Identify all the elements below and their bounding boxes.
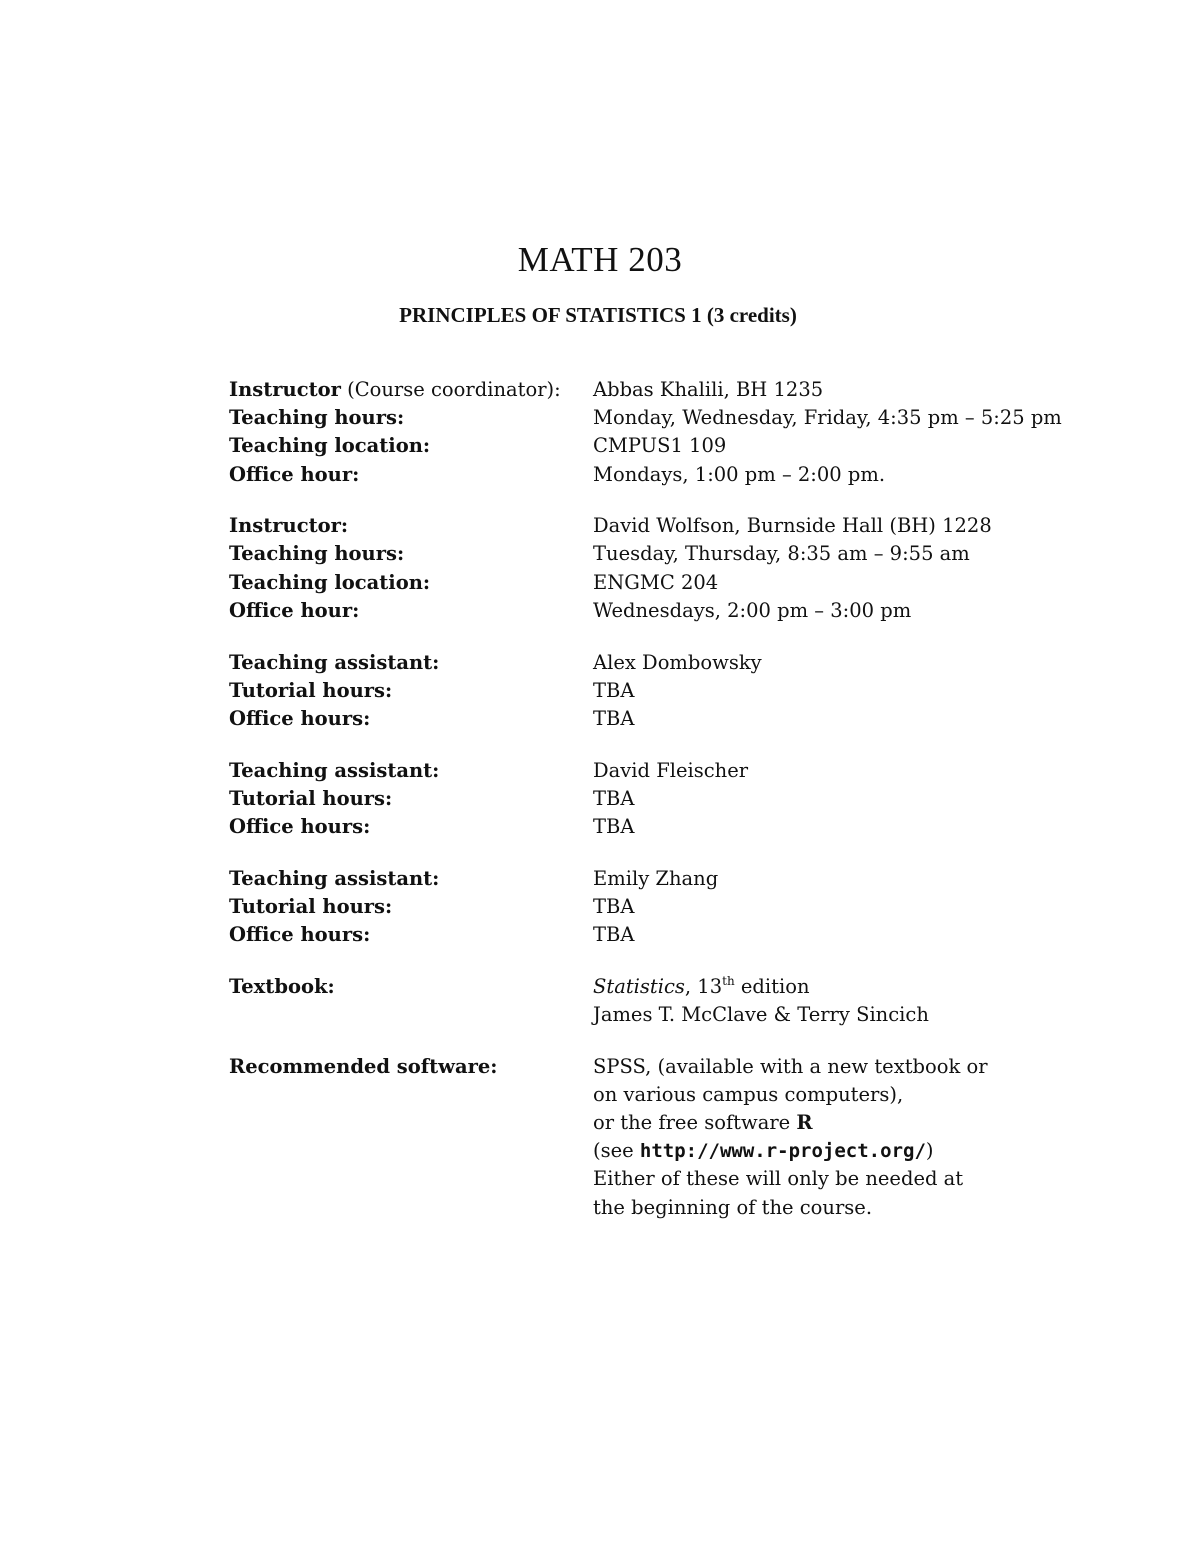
tutorial-hours-label: Tutorial hours: xyxy=(229,678,393,702)
tutorial-hours-value: TBA xyxy=(593,678,635,702)
office-hours-value: TBA xyxy=(593,706,635,730)
teaching-hours-label: Teaching hours: xyxy=(229,542,405,566)
office-hours-row xyxy=(229,705,1129,733)
instructor-block xyxy=(229,512,1129,625)
textbook-title-italic: Statistics xyxy=(593,974,685,998)
software-line: the beginning of the course. xyxy=(593,1195,873,1219)
textbook-authors-row xyxy=(229,1001,1129,1029)
teaching-location-row xyxy=(229,432,1129,460)
software-label: Recommended software: xyxy=(229,1054,498,1078)
teaching-hours-value: Monday, Wednesday, Friday, 4:35 pm – 5:25 pm xyxy=(593,406,1062,430)
tutorial-hours-label: Tutorial hours: xyxy=(229,894,393,918)
tutorial-hours-label: Tutorial hours: xyxy=(229,786,393,810)
instructor-name: David Wolfson, Burnside Hall (BH) 1228 xyxy=(593,514,992,538)
tutorial-hours-row xyxy=(229,677,1129,705)
office-hours-label: Office hours: xyxy=(229,814,371,838)
textbook-label: Textbook: xyxy=(229,974,335,998)
teaching-hours-row xyxy=(229,540,1129,568)
teaching-assistant-row xyxy=(229,865,1129,893)
course-info xyxy=(229,376,1129,1245)
software-line: or the free software R xyxy=(593,1110,813,1134)
office-hours-label: Office hours: xyxy=(229,923,371,946)
office-hour-label: Office hour: xyxy=(229,598,360,622)
instructor-label: Instructor: xyxy=(229,514,349,538)
teaching-assistant-label: Teaching assistant: xyxy=(229,866,440,890)
teaching-location-label: Teaching location: xyxy=(229,434,431,458)
office-hour-row xyxy=(229,461,1129,489)
software-block xyxy=(229,1053,1129,1222)
textbook-row xyxy=(229,973,1129,1001)
r-project-url: http://www.r-project.org/ xyxy=(639,1140,926,1163)
software-line: on various campus computers), xyxy=(593,1082,904,1106)
teaching-assistant-block xyxy=(229,649,1129,734)
course-name-subtitle: PRINCIPLES OF STATISTICS 1 (3 credits) xyxy=(399,303,797,327)
office-hours-value: TBA xyxy=(593,814,635,838)
office-hours-value: TBA xyxy=(593,923,635,946)
software-line: SPSS, (available with a new textbook or xyxy=(593,1054,988,1078)
software-line: (see http://www.r-project.org/) xyxy=(593,1139,934,1163)
office-hour-value: Mondays, 1:00 pm – 2:00 pm. xyxy=(593,462,886,486)
teaching-assistant-name: Emily Zhang xyxy=(593,866,719,890)
teaching-assistant-label: Teaching assistant: xyxy=(229,758,440,782)
textbook-block xyxy=(229,973,1129,1029)
office-hours-label: Office hours: xyxy=(229,706,371,730)
office-hours-row xyxy=(229,921,1129,949)
instructor-label: Instructor (Course coordinator): xyxy=(229,378,561,401)
textbook-authors: James T. McClave & Terry Sincich xyxy=(593,1002,929,1026)
instructor-name: Abbas Khalili, BH 1235 xyxy=(593,378,824,401)
teaching-hours-label: Teaching hours: xyxy=(229,406,405,430)
software-row xyxy=(229,1053,1129,1081)
teaching-assistant-name: Alex Dombowsky xyxy=(593,650,762,674)
teaching-hours-row xyxy=(229,404,1129,432)
office-hour-label: Office hour: xyxy=(229,462,360,486)
tutorial-hours-value: TBA xyxy=(593,894,635,918)
office-hour-row xyxy=(229,597,1129,625)
software-line: Either of these will only be needed at xyxy=(593,1167,964,1191)
textbook-title: Statistics, 13th edition xyxy=(593,973,810,998)
teaching-assistant-block xyxy=(229,865,1129,950)
tutorial-hours-row xyxy=(229,785,1129,813)
r-software-name: R xyxy=(796,1110,813,1134)
teaching-hours-value: Tuesday, Thursday, 8:35 am – 9:55 am xyxy=(593,542,970,566)
teaching-assistant-row xyxy=(229,757,1129,785)
teaching-assistant-row xyxy=(229,649,1129,677)
instructor-row xyxy=(229,512,1129,540)
teaching-assistant-block xyxy=(229,757,1129,842)
tutorial-hours-row xyxy=(229,893,1129,921)
teaching-location-value: CMPUS1 109 xyxy=(593,434,727,458)
instructor-coordinator-block xyxy=(229,376,1129,489)
office-hour-value: Wednesdays, 2:00 pm – 3:00 pm xyxy=(593,598,912,622)
office-hours-row xyxy=(229,813,1129,841)
teaching-location-row xyxy=(229,569,1129,597)
instructor-row xyxy=(229,376,1129,404)
course-code-title: MATH 203 xyxy=(517,240,683,279)
teaching-assistant-label: Teaching assistant: xyxy=(229,650,440,674)
teaching-location-value: ENGMC 204 xyxy=(593,570,719,594)
teaching-location-label: Teaching location: xyxy=(229,570,431,594)
teaching-assistant-name: David Fleischer xyxy=(593,758,749,782)
tutorial-hours-value: TBA xyxy=(593,786,635,810)
